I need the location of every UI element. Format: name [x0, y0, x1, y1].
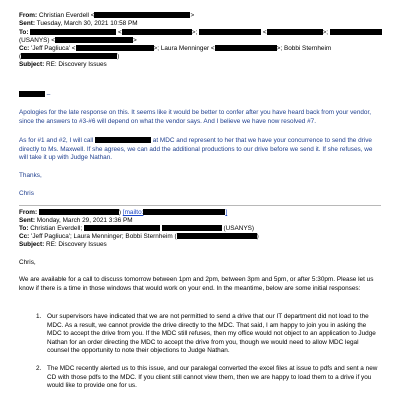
redaction — [76, 45, 154, 51]
redaction — [215, 45, 277, 51]
redaction — [19, 53, 120, 60]
email2-from-line: From: ) [mailto: ] — [19, 209, 228, 216]
redaction — [122, 29, 192, 35]
redaction — [267, 29, 323, 35]
redaction — [143, 209, 225, 215]
list-item-number: 1. — [36, 313, 42, 320]
email1-from-line: From: Christian Everdell < > — [19, 12, 195, 19]
divider — [19, 205, 381, 206]
redaction — [162, 225, 222, 231]
redaction — [94, 12, 190, 18]
email1-subject-line: Subject: RE: Discovery Issues — [19, 61, 107, 68]
email1-signature: Chris — [19, 190, 34, 197]
email2-sent-line: Sent: Monday, March 29, 2021 3:36 PM — [19, 217, 133, 224]
email1-cc-line: Cc: 'Jeff Pagliuca' < >; Laura Menninger < >; Bobbi Sternheim — [19, 45, 332, 52]
redaction — [55, 37, 133, 43]
list-item-2: The MDC recently alerted us to this issue, and our paralegal converted the excel files at issue to pdfs and sent a new CD with those pdfs to the MDC. If you client still cannot view them, then we are happy to load them to a drive if you would like to provide one for us. — [47, 365, 378, 390]
email1-greeting: – — [19, 91, 381, 100]
redaction — [19, 91, 45, 97]
email2-paragraph-1: We are available for a call to discuss tomorrow between 1pm and 2pm, between 3pm and 5pm, or after 5:30pm. Please let us know if there is a time in those windows that would work on your end. In the meantime, below are some initial responses: — [19, 276, 374, 292]
email2-cc-line: Cc: 'Jeff Pagliuca'; Laura Menninger; Bobbi Sternheim ( ) — [19, 233, 259, 240]
email1-paragraph-1: Apologies for the late response on this. It seems like it would be better to confer after you have heard back from your vendor, since the answers to #3-#6 will depend on what the vendor says. And I believe we have now resolved #7. — [19, 109, 372, 125]
email2-to-line: To: Christian Everdell; (USANYS) — [19, 225, 254, 232]
redaction — [84, 225, 160, 231]
list-item-number: 2. — [36, 365, 42, 372]
redaction — [330, 29, 382, 35]
email1-cc-line-2: ( ) — [19, 53, 120, 60]
email2-greeting: Chris, — [19, 259, 36, 266]
redaction — [30, 29, 116, 35]
redaction — [39, 209, 119, 215]
mailto-link[interactable]: [mailto: ] — [122, 209, 228, 216]
email1-paragraph-2: As for #1 and #2, I will call at MDC and represent to her that we have your concurrence to send the drive directly to Ms. Maxwell. If she agrees, we can add the additional productions to our drive before we send it. If she refuses, we will take it up with Judge Nathan. — [19, 137, 373, 162]
list-item-1: Our supervisors have indicated that we are not permitted to send a drive that our IT department did not load to the MDC. As a result, we cannot provide the drive directly to the MDC. That said, I am happy to join you in asking the MDC to accept the drive from you. If the MDC still refuses, then my office would not object to an application to Judge Nathan for an order directing the MDC to accept the drive from you, though we would need to allow MDC legal counsel the opportunity to note their objections to Judge Nathan. — [47, 313, 376, 355]
redaction — [199, 29, 261, 35]
email1-to-line-2: (USANYS) < > — [19, 37, 137, 44]
email1-sent-line: Sent: Tuesday, March 30, 2021 10:58 PM — [19, 20, 138, 27]
redaction — [95, 137, 151, 143]
email2-subject-line: Subject: RE: Discovery Issues — [19, 241, 107, 248]
redaction — [177, 233, 257, 239]
email1-to-line: To: < >; < >; — [19, 29, 382, 37]
email1-thanks: Thanks, — [19, 172, 42, 179]
